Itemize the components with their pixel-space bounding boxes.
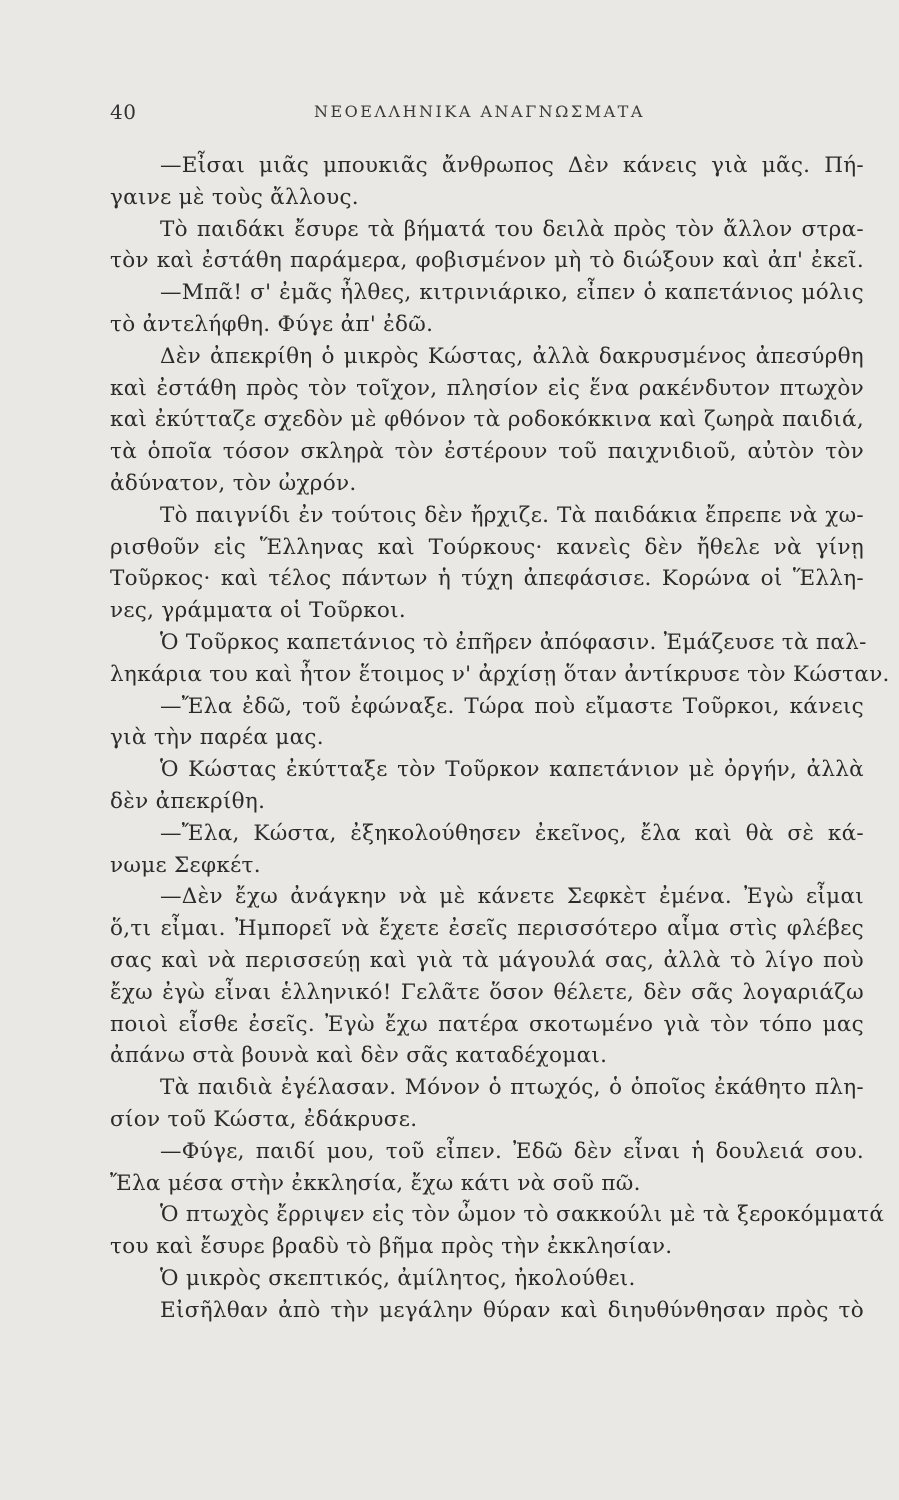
text-line: Τὸ παιδάκι ἔσυρε τὰ βήματά του δειλὰ πρὸς τὸν ἄλλον στρα- <box>160 216 864 242</box>
body-text <box>110 150 890 1326</box>
text-line: Ὁ Τοῦρκος καπετάνιος τὸ ἐπῆρεν ἀπόφασιν. Ἐμάζευσε τὰ παλ- <box>160 629 867 655</box>
text-line: Ὁ Κώστας ἐκύτταξε τὸν Τοῦρκον καπετάνιον μὲ ὀργήν, ἀλλὰ <box>160 757 864 783</box>
text-line: Ὁ μικρὸς σκεπτικός, ἀμίλητος, ἠκολούθει. <box>160 1265 636 1291</box>
text-line: νες, γράμματα οἱ Τοῦρκοι. <box>110 598 406 624</box>
text-line: Τοῦρκος· καὶ τέλος πάντων ἡ τύχη ἀπεφάσισε. Κορώνα οἱ Ἕλλη- <box>110 566 864 592</box>
text-line: τὸ ἀντελήφθη. Φύγε ἀπ' ἐδῶ. <box>110 311 434 337</box>
text-line: γιὰ τὴν παρέα μας. <box>110 725 324 751</box>
text-line: —Δὲν ἔχω ἀνάγκην νὰ μὲ κάνετε Σεφκὲτ ἐμένα. Ἐγὼ εἶμαι <box>160 884 864 910</box>
text-line: Εἰσῆλθαν ἀπὸ τὴν μεγάλην θύραν καὶ διηυθύνθησαν πρὸς τὸ <box>160 1297 864 1323</box>
text-line: —Ἔλα, Κώστα, ἐξηκολούθησεν ἐκεῖνος, ἔλα καὶ θὰ σὲ κά- <box>160 820 864 846</box>
text-line: σίον τοῦ Κώστα, ἐδάκρυσε. <box>110 1106 418 1132</box>
page-number: 40 <box>110 100 137 124</box>
text-line: —Μπᾶ! σ' ἐμᾶς ἦλθες, κιτρινιάρικο, εἶπεν ὁ καπετάνιος μόλις <box>160 280 864 306</box>
text-line: τὰ ὁποῖα τόσον σκληρὰ τὸν ἐστέρουν τοῦ παιχνιδιοῦ, αὐτὸν τὸν <box>110 439 864 465</box>
text-line: ἀπάνω στὰ βουνὰ καὶ δὲν σᾶς καταδέχομαι. <box>110 1043 608 1069</box>
text-line: —Φύγε, παιδί μου, τοῦ εἶπεν. Ἐδῶ δὲν εἶναι ἡ δουλειά σου. <box>160 1138 864 1164</box>
text-line: τὸν καὶ ἐστάθη παράμερα, φοβισμένον μὴ τὸ διώξουν καὶ ἀπ' ἐκεῖ. <box>110 248 864 274</box>
text-line: δὲν ἀπεκρίθη. <box>110 788 266 814</box>
text-line: Ἔλα μέσα στὴν ἐκκλησία, ἔχω κάτι νὰ σοῦ πῶ. <box>110 1170 641 1196</box>
text-line: γαινε μὲ τοὺς ἄλλους. <box>110 184 359 210</box>
text-line: —Εἶσαι μιᾶς μπουκιᾶς ἄνθρωπος Δὲν κάνεις γιὰ μᾶς. Πή- <box>160 153 864 178</box>
text-line: ὅ,τι εἶμαι. Ἠμπορεῖ νὰ ἔχετε ἐσεῖς περισσότερο αἷμα στὶς φλέβες <box>110 916 864 942</box>
text-line: ληκάρια του καὶ ἦτον ἕτοιμος ν' ἀρχίσῃ ὅταν ἀντίκρυσε τὸν Κώσταν. <box>110 661 890 687</box>
text-line: σας καὶ νὰ περισσεύῃ καὶ γιὰ τὰ μάγουλά σας, ἀλλὰ τὸ λίγο ποὺ <box>110 947 864 973</box>
text-line: νωμε Σεφκέτ. <box>110 852 261 878</box>
text-line: Δὲν ἀπεκρίθη ὁ μικρὸς Κώστας, ἀλλὰ δακρυσμένος ἀπεσύρθη <box>160 343 864 369</box>
text-line: ἔχω ἐγὼ εἶναι ἑλληνικό! Γελᾶτε ὅσον θέλετε, δὲν σᾶς λογαριάζω <box>110 979 864 1005</box>
text-line: ρισθοῦν εἰς Ἕλληνας καὶ Τούρκους· κανεὶς δὲν ἤθελε νὰ γίνῃ <box>110 534 864 560</box>
text-line: ἀδύνατον, τὸν ὠχρόν. <box>110 470 357 496</box>
text-line: Τὰ παιδιὰ ἐγέλασαν. Μόνον ὁ πτωχός, ὁ ὁποῖος ἐκάθητο πλη- <box>160 1075 864 1101</box>
text-line: —Ἔλα ἐδῶ, τοῦ ἐφώναξε. Τώρα ποὺ εἴμαστε Τοῦρκοι, κάνεις <box>160 693 864 719</box>
text-line: ποιοὶ εἶσθε ἐσεῖς. Ἐγὼ ἔχω πατέρα σκοτωμένο γιὰ τὸν τόπο μας <box>110 1011 864 1037</box>
text-line: Τὸ παιγνίδι ἐν τούτοις δὲν ἤρχιζε. Τὰ παιδάκια ἔπρεπε νὰ χω- <box>160 502 864 528</box>
text-line: Ὁ πτωχὸς ἔρριψεν εἰς τὸν ὦμον τὸ σακκούλι μὲ τὰ ξεροκόμματά <box>160 1202 885 1228</box>
text-line: καὶ ἐκύτταζε σχεδὸν μὲ φθόνον τὰ ροδοκόκκινα καὶ ζωηρὰ παιδιά, <box>110 407 864 433</box>
text-line: καὶ ἐστάθη πρὸς τὸν τοῖχον, πλησίον εἰς ἕνα ρακένδυτον πτωχὸν <box>110 375 864 401</box>
running-head: ΝΕΟΕΛΛΗΝΙΚΑ ΑΝΑΓΝΩΣΜΑΤΑ <box>314 102 645 121</box>
text-line: του καὶ ἔσυρε βραδὺ τὸ βῆμα πρὸς τὴν ἐκκλησίαν. <box>110 1234 673 1260</box>
